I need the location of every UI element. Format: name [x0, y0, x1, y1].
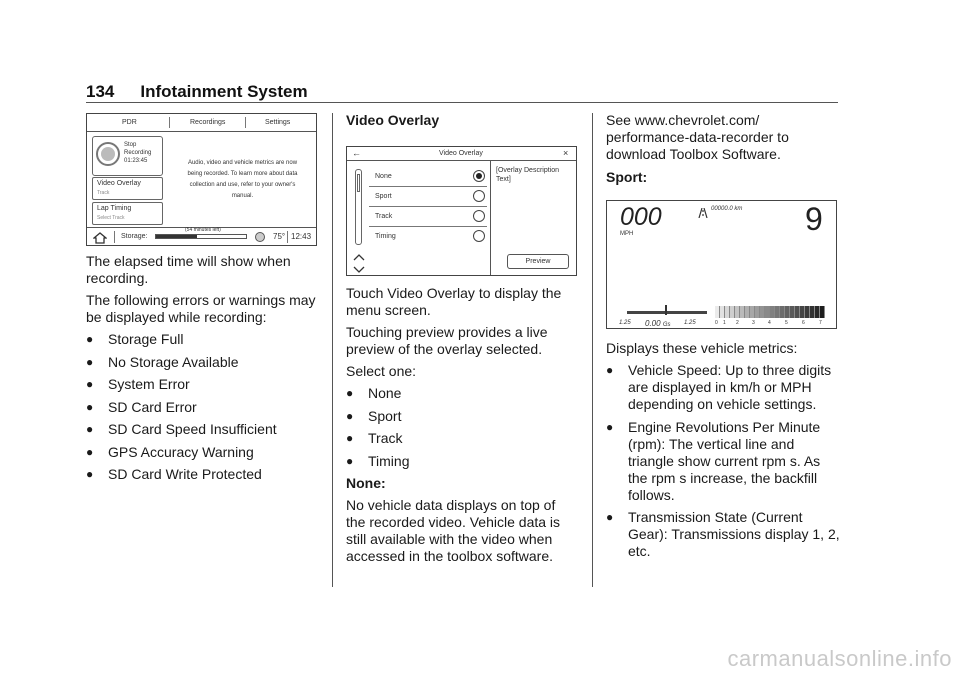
- overlay-title: Video Overlay: [439, 150, 483, 157]
- page-number: 134: [86, 82, 115, 101]
- stop-label: Stop: [124, 142, 137, 148]
- storage-remaining: (54 minutes left): [185, 227, 221, 233]
- overlay-title-bar: [347, 147, 576, 161]
- gforce-left-label: 1.25: [619, 320, 631, 326]
- lap-timing-sub: Select Track: [97, 215, 125, 221]
- rpm-tick: 2: [736, 320, 739, 326]
- rpm-tick: 3: [752, 320, 755, 326]
- temperature: 75°: [273, 232, 286, 241]
- scroll-up-icon[interactable]: [353, 249, 365, 259]
- storage-meter-fill: [156, 235, 197, 238]
- sport-overlay-figure: [606, 200, 837, 329]
- list-item: ● Sport: [346, 407, 402, 424]
- lap-timing-button[interactable]: [92, 202, 163, 225]
- list-item: ● SD Card Error: [86, 398, 197, 415]
- list-item: ● Storage Full: [86, 331, 184, 347]
- recording-label: Recording: [124, 150, 152, 156]
- radio-button[interactable]: [473, 190, 485, 202]
- back-arrow-icon[interactable]: ←: [352, 148, 361, 158]
- page-header: [86, 82, 308, 102]
- tab-divider: [169, 117, 170, 128]
- video-overlay-heading: Video Overlay: [346, 112, 440, 128]
- video-overlay-sub: Track: [97, 190, 110, 196]
- gforce-bar: [627, 311, 707, 314]
- speed-readout: 000: [620, 203, 662, 231]
- rpm-tick: 6: [802, 320, 805, 326]
- tab-recordings[interactable]: Recordings: [190, 119, 226, 126]
- list-item: ● None: [346, 385, 402, 401]
- gforce-unit: Gs: [662, 322, 671, 328]
- paragraph: Touching preview provides a live preview of the overlay selected.: [346, 324, 548, 357]
- paragraph: The elapsed time will show when recording.: [86, 253, 291, 286]
- radio-button[interactable]: [473, 170, 485, 182]
- storage-label: Storage:: [121, 233, 148, 240]
- paragraph: See www.chevrolet.com/ performance-data-recorder to download Toolbox Software.: [606, 112, 789, 162]
- col3-intro: [606, 112, 840, 186]
- column-divider-2: [592, 113, 593, 587]
- header-rule: [86, 102, 838, 103]
- clock: 12:43: [291, 232, 312, 241]
- stop-recording-button[interactable]: [92, 136, 163, 176]
- list-item: ● Track: [346, 430, 403, 446]
- pdr-status-bar: [87, 227, 316, 246]
- recording-time: 01:23:45: [124, 158, 148, 164]
- recording-message: Audio, video and vehicle metrics are now being recorded. To learn more about data collection and use, refer to your owner's manual.: [187, 160, 298, 199]
- overlay-scrollbar[interactable]: [355, 169, 362, 245]
- status-dot-icon: [255, 232, 265, 242]
- video-overlay-screen-figure: [346, 146, 577, 276]
- distance-readout: 00000.0 km: [711, 206, 743, 212]
- pdr-screen-figure: [86, 113, 317, 246]
- rpm-cell: [820, 306, 825, 318]
- record-icon: [96, 142, 120, 166]
- column-divider-1: [332, 113, 333, 587]
- list-item: ● Timing: [346, 452, 410, 469]
- list-item: ● GPS Accuracy Warning: [86, 443, 254, 460]
- rpm-tick: 1: [723, 320, 726, 326]
- rpm-tick: 4: [768, 320, 771, 326]
- lap-timing-label: Lap Timing: [97, 205, 132, 212]
- sport-heading: Sport:: [606, 169, 648, 185]
- paragraph: Select one:: [346, 363, 417, 379]
- overlay-option-none[interactable]: None: [369, 167, 487, 187]
- paragraph: Touch Video Overlay to display the menu screen.: [346, 285, 562, 318]
- video-overlay-button[interactable]: [92, 177, 163, 200]
- home-icon[interactable]: [93, 231, 107, 243]
- road-icon: [697, 205, 709, 215]
- watermark: carmanualsonline.info: [727, 646, 952, 671]
- gforce-value: 0.00: [645, 319, 661, 328]
- list-item: ● Engine Revolutions Per Minute (rpm): The vertical line and triangle show current rpm s. As the rpm s increase, the backfill follows.: [606, 418, 821, 503]
- overlay-options-list: [346, 385, 578, 470]
- rpm-tick-row: [715, 320, 825, 328]
- paragraph: No vehicle data displays on top of the recorded video. Vehicle data is still available with the video when accessed in the toolbox software.: [346, 496, 561, 564]
- rpm-tick: 7: [819, 320, 822, 326]
- video-overlay-label: Video Overlay: [97, 180, 141, 187]
- paragraph: The following errors or warnings may be displayed while recording:: [86, 292, 316, 325]
- preview-button[interactable]: Preview: [507, 254, 569, 269]
- gear-readout: 9: [805, 201, 823, 237]
- overlay-description: [Overlay Description Text]: [496, 167, 560, 183]
- scroll-down-icon[interactable]: [353, 262, 365, 272]
- gforce-marker: [665, 305, 667, 315]
- list-item: ● System Error: [86, 376, 190, 392]
- list-item: ● No Storage Available: [86, 353, 239, 370]
- metrics-list: [606, 362, 840, 560]
- none-heading: None:: [346, 474, 386, 491]
- list-item: ● SD Card Write Protected: [86, 466, 262, 482]
- rpm-tick: 0: [715, 320, 718, 326]
- close-icon[interactable]: ×: [563, 148, 569, 158]
- error-list: [86, 331, 318, 483]
- gforce-right-label: 1.25: [684, 320, 696, 326]
- section-title: Infotainment System: [140, 82, 308, 101]
- paragraph: Displays these vehicle metrics:: [606, 340, 798, 356]
- pdr-tab-bar: [87, 114, 316, 132]
- col2-text: [346, 285, 578, 565]
- tab-settings[interactable]: Settings: [265, 119, 291, 126]
- rpm-bar: [715, 306, 825, 318]
- list-item: ● Transmission State (Current Gear): Transmissions display 1, 2, etc.: [606, 509, 840, 559]
- col3-text: [606, 340, 840, 560]
- list-item: ● SD Card Speed Insufficient: [86, 421, 277, 437]
- radio-selected-dot: [476, 173, 482, 179]
- list-item: ● Vehicle Speed: Up to three digits are displayed in km/h or MPH depending on vehicle settings.: [606, 362, 832, 412]
- col1-text: [86, 253, 318, 483]
- overlay-option-sport[interactable]: Sport: [369, 187, 487, 207]
- overlay-option-track[interactable]: Track: [369, 207, 487, 227]
- overlay-option-timing[interactable]: Timing: [369, 227, 487, 246]
- speed-unit: MPH: [620, 231, 634, 237]
- tab-divider: [245, 117, 246, 128]
- scrollbar-thumb[interactable]: [357, 174, 360, 192]
- radio-button[interactable]: [473, 230, 485, 242]
- tab-pdr[interactable]: PDR: [122, 119, 137, 126]
- radio-button[interactable]: [473, 210, 485, 222]
- rpm-tick: 5: [785, 320, 788, 326]
- overlay-option-list: [369, 167, 487, 246]
- storage-meter: [155, 234, 247, 239]
